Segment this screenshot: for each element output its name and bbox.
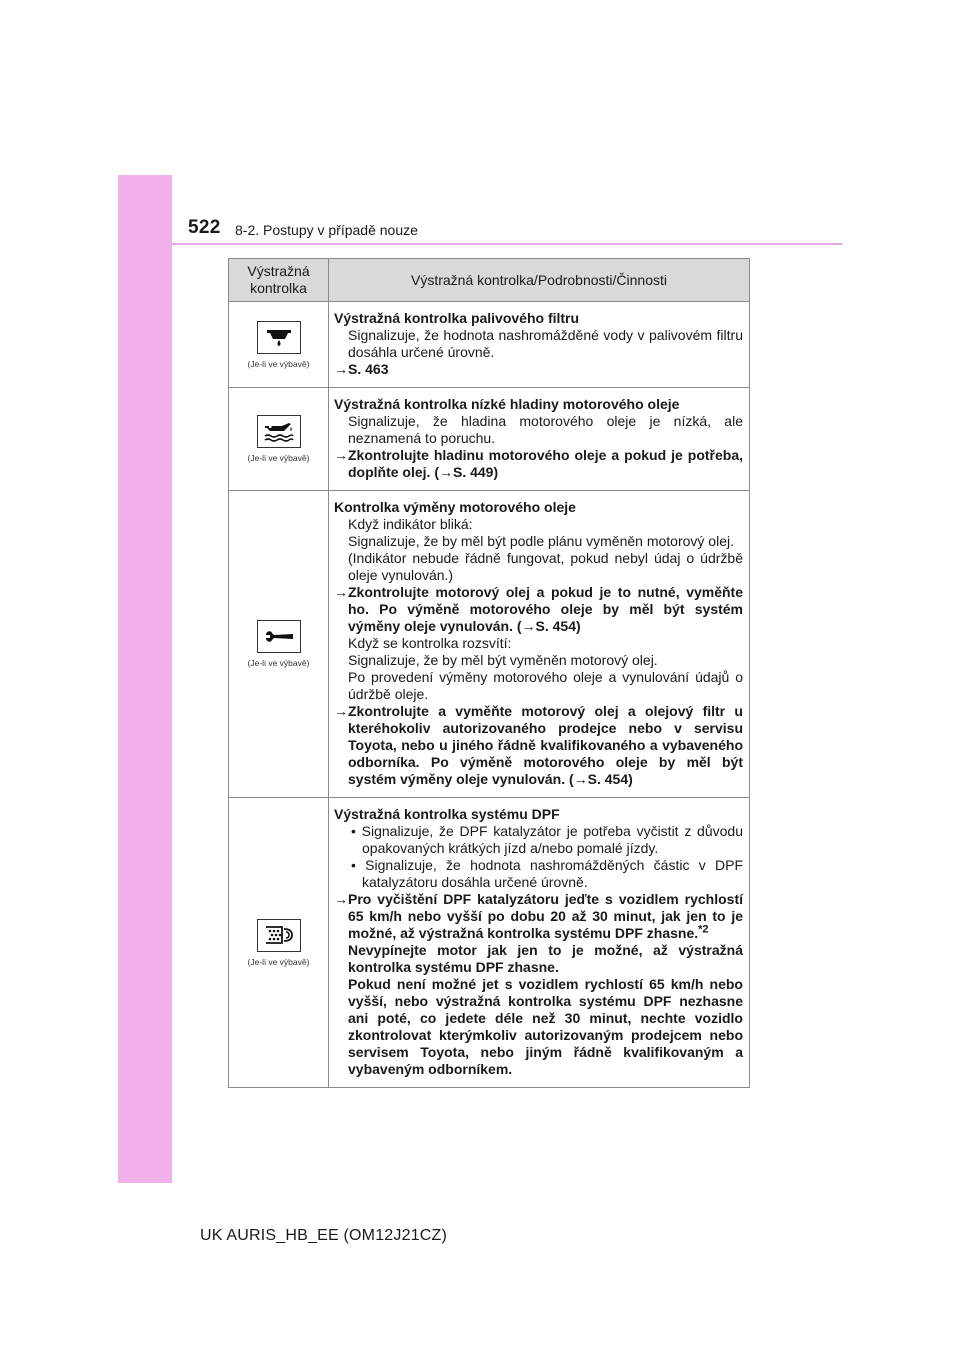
page-number: 522 [188, 217, 221, 238]
optional-equipment-note: (Je-li ve výbavě) [247, 453, 310, 463]
low-oil-level-icon [257, 415, 301, 448]
arrow-icon: → [334, 891, 348, 907]
description-text: Když indikátor bliká: [348, 516, 473, 532]
description-text: Když se kontrolka rozsvítí: [348, 635, 512, 651]
light-title: Výstražná kontrolka palivového filtru [334, 310, 580, 326]
optional-equipment-note: (Je-li ve výbavě) [247, 658, 310, 668]
dpf-system-warning-icon [257, 919, 301, 952]
light-title: Výstražná kontrolka systému DPF [334, 806, 560, 822]
description-cell [329, 388, 750, 491]
icon-cell [229, 302, 329, 388]
icon-cell [229, 388, 329, 491]
description-text: Signalizuje, že by měl být vyměněn motorový olej. [348, 652, 658, 668]
page-reference: S. 463 [348, 361, 389, 377]
description-cell [329, 491, 750, 798]
action-instruction: Zkontrolujte hladinu motorového oleje a pokud je potřeba, doplňte olej. (→S. 449) [348, 447, 743, 480]
description-cell [329, 798, 750, 1088]
arrow-icon: → [334, 584, 348, 600]
table-row [229, 302, 750, 388]
optional-equipment-note: (Je-li ve výbavě) [247, 956, 310, 967]
action-text [334, 703, 743, 788]
col-header-light: Výstražná kontrolka [229, 259, 329, 302]
icon-cell [229, 798, 329, 1088]
table-row [229, 798, 750, 1088]
arrow-icon: → [334, 703, 348, 719]
action-text [334, 891, 743, 942]
description-text: Signalizuje, že hodnota nashromážděné vody v palivovém filtru dosáhla určené úrovně. [348, 327, 743, 360]
table-row [229, 491, 750, 798]
action-continuation: Pokud není možné jet s vozidlem rychlostí 65 km/h nebo vyšší, nebo výstražná kontrolka systému DPF nezhasne ani poté, co jedete déle než 30 minut, nechte vozidlo zkontrolovat kterýmkoliv autorizovaným prodejcem nebo servisem Toyota, nebo jiným řádně kvalifikovaným a vybaveným odborníkem. [348, 976, 743, 1077]
action-text [334, 361, 743, 378]
warning-lights-table [228, 258, 750, 1088]
arrow-icon: → [334, 361, 348, 377]
footnote-mark: *2 [698, 923, 709, 936]
action-instruction: Zkontrolujte a vyměňte motorový olej a olejový filtr u kteréhokoliv autorizovaného prodejce nebo v servisu Toyota, nebo u jiného řádně kvalifikovaného a vybaveného odborníka. Po výměně motorového oleje by měl být systém výměny oleje vynulován. (→S. 454) [348, 703, 743, 787]
section-title: 8-2. Postupy v případě nouze [235, 222, 418, 238]
fuel-filter-warning-icon [257, 321, 301, 354]
bullet-item: • Signalizuje, že hodnota nashromážděných částic v DPF katalyzátoru dosáhla určené úrovně. [351, 857, 743, 890]
icon-cell [229, 491, 329, 798]
oil-change-wrench-icon [257, 620, 301, 653]
table-header-row [229, 259, 750, 302]
col-header-details: Výstražná kontrolka/Podrobnosti/Činnosti [329, 259, 750, 302]
bullet-item: • Signalizuje, že DPF katalyzátor je potřeba vyčistit z důvodu opakovaných krátkých jízd a/nebo pomalé jízdy. [351, 823, 743, 856]
action-text [334, 584, 743, 635]
action-continuation: Nevypínejte motor jak jen to je možné, až výstražná kontrolka systému DPF zhasne. [348, 942, 743, 975]
side-tab-bar [118, 175, 172, 1183]
light-title: Kontrolka výměny motorového oleje [334, 499, 576, 515]
description-text: Po provedení výměny motorového oleje a vynulování údajů o údržbě oleje. [348, 669, 743, 702]
action-text [334, 447, 743, 481]
description-text: Signalizuje, že hladina motorového oleje je nízká, ale neznamená to poruchu. [348, 413, 743, 446]
description-text: Signalizuje, že by měl být podle plánu vyměněn motorový olej. [348, 533, 734, 549]
header-divider [172, 243, 842, 245]
action-instruction: Pro vyčištění DPF katalyzátoru jeďte s vozidlem rychlostí 65 km/h nebo vyšší po dobu 20 až 30 minut, jak jen to je možné, až výstražná kontrolka systému DPF zhasne. [348, 891, 743, 941]
description-cell [329, 302, 750, 388]
arrow-icon: → [334, 447, 348, 463]
description-text: (Indikátor nebude řádně fungovat, pokud nebyl údaj o údržbě oleje vynulován.) [348, 550, 743, 583]
footer-model-code: UK AURIS_HB_EE (OM12J21CZ) [200, 1227, 448, 1244]
table-row [229, 388, 750, 491]
action-instruction: Zkontrolujte motorový olej a pokud je to nutné, vyměňte ho. Po výměně motorového oleje by měl být systém výměny oleje vynulován. (→S. 454) [348, 584, 743, 634]
light-title: Výstražná kontrolka nízké hladiny motorového oleje [334, 396, 680, 412]
optional-equipment-note: (Je-li ve výbavě) [247, 358, 310, 369]
